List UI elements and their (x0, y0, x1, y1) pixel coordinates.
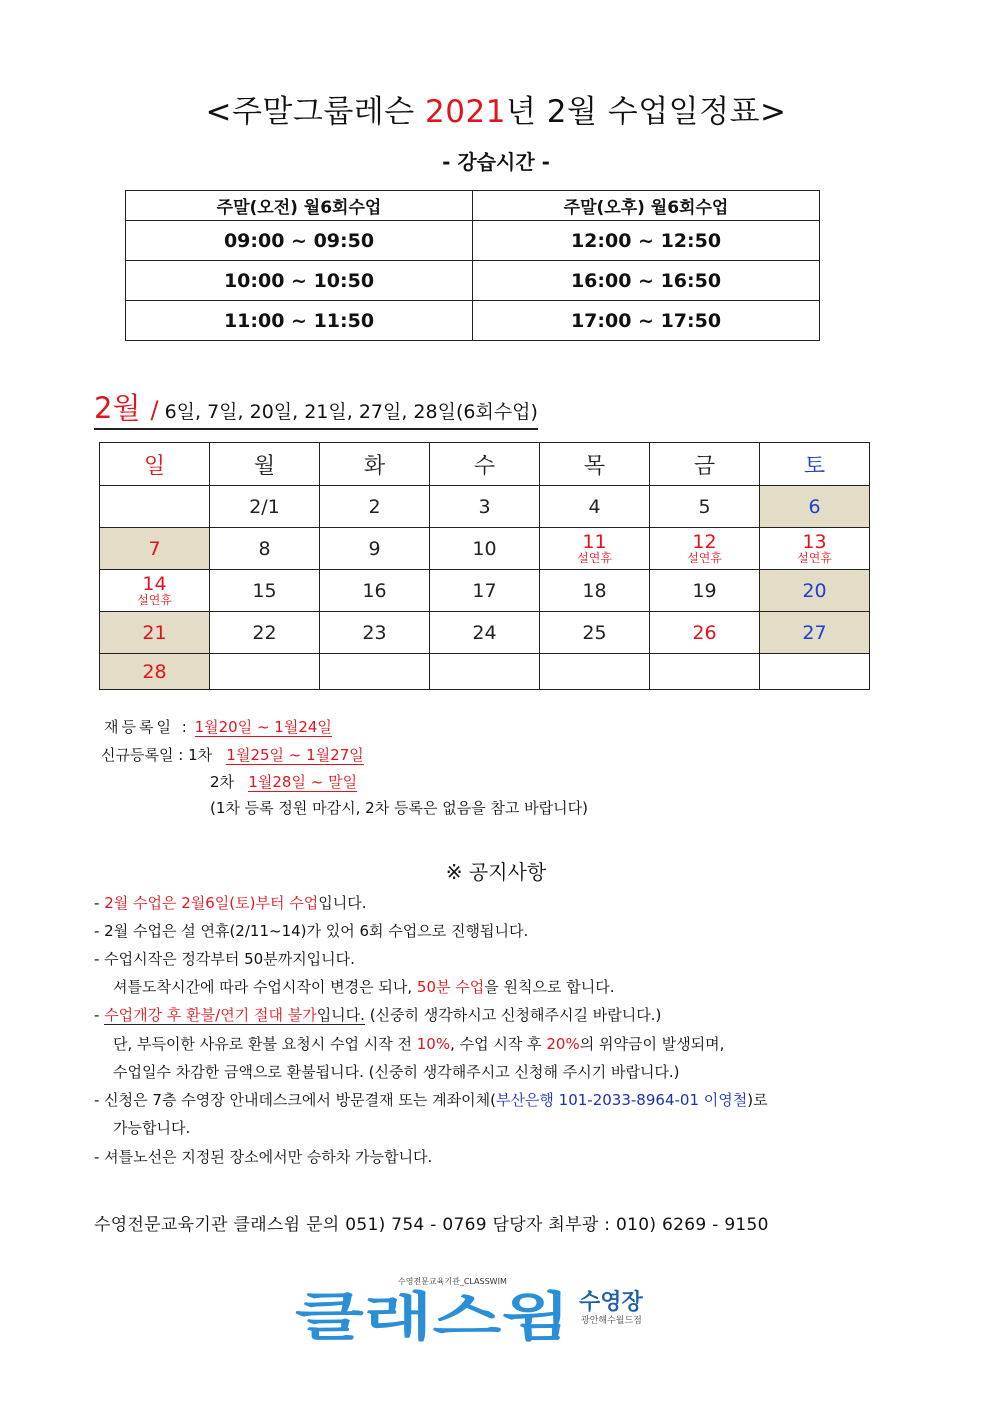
calendar-day-cell (210, 528, 320, 570)
calendar-day-cell (210, 612, 320, 654)
day-number: 8 (258, 537, 271, 560)
calendar-day-cell (650, 654, 760, 690)
day-number: 10 (472, 537, 497, 560)
calendar-week-row (100, 612, 870, 654)
calendar-day-cell (100, 486, 210, 528)
new-registration-line (101, 744, 364, 765)
logo-sub-text: 광안해수월드점 (581, 1316, 642, 1326)
calendar-day-cell (320, 612, 430, 654)
logo-side-text: 수영장 (579, 1290, 643, 1315)
day-number: 15 (252, 579, 277, 602)
day-number: 3 (478, 495, 491, 518)
notice-50min: 50분 수업 (416, 978, 485, 996)
calendar (99, 442, 870, 690)
notice-text: 단, 부득이한 사유로 환불 요청시 수업 시작 전 (113, 1035, 417, 1053)
calendar-day-cell (210, 570, 320, 612)
notice-text: 입니다. (318, 894, 367, 912)
calendar-day-cell (430, 486, 540, 528)
re-registration-line (104, 716, 332, 737)
bank-account: 부산은행 101-2033-8964-01 이영철 (495, 1091, 748, 1109)
notice-title: ※ 공지사항 (445, 860, 547, 884)
calendar-day-cell (540, 612, 650, 654)
re-registration-dates: 1월20일 ~ 1월24일 (194, 718, 332, 736)
day-number: 18 (582, 579, 607, 602)
calendar-day-cell (320, 570, 430, 612)
notice-dash: - (94, 1006, 105, 1024)
day-number: 2 (368, 495, 381, 518)
notice-line-7: 수업일수 차감한 금액으로 환불됩니다. (신중히 생각해주시고 신청해 주시기 바랍니다.) (113, 1063, 680, 1081)
calendar-day-cell (320, 486, 430, 528)
calendar-day-cell (540, 528, 650, 570)
calendar-weekday-row (100, 443, 870, 486)
calendar-day-cell (540, 486, 650, 528)
time-cell: 17:00 ~ 17:50 (473, 301, 820, 341)
notice-start-date: 2월 수업은 2월6일(토)부터 수업 (104, 894, 319, 912)
weekday-wed: 수 (430, 443, 540, 486)
day-number: 7 (148, 537, 161, 560)
am-header: 주말(오전) 월6회수업 (126, 191, 473, 221)
weekday-sat: 토 (760, 443, 870, 486)
first-round-dates: 1월25일 ~ 1월27일 (226, 746, 364, 764)
weekday-thu: 목 (540, 443, 650, 486)
calendar-day-cell (650, 486, 760, 528)
calendar-day-cell (210, 654, 320, 690)
time-cell: 10:00 ~ 10:50 (126, 261, 473, 301)
holiday-label: 설연휴 (577, 551, 612, 565)
first-round-label: 1차 (188, 746, 213, 764)
weekday-fri: 금 (650, 443, 760, 486)
time-cell: 11:00 ~ 11:50 (126, 301, 473, 341)
day-number: 22 (252, 621, 277, 644)
calendar-week-row (100, 486, 870, 528)
day-number: 25 (582, 621, 607, 644)
holiday-label: 설연휴 (687, 551, 722, 565)
penalty-before: 10% (416, 1035, 451, 1053)
day-number: 28 (142, 660, 167, 683)
day-number: 6 (808, 495, 821, 518)
day-number: 13 (802, 531, 827, 553)
contact-footer: 수영전문교육기관 클래스윔 문의 051) 754 - 0769 담당자 최부광 : 010) 6269 - 9150 (94, 1215, 769, 1235)
penalty-after: 20% (546, 1035, 580, 1053)
calendar-day-cell (100, 528, 210, 570)
calendar-day-cell (430, 528, 540, 570)
registration-note: (1차 등록 정원 마감시, 2차 등록은 없음을 참고 바랍니다) (210, 799, 588, 817)
weekday-sun: 일 (100, 443, 210, 486)
second-round-line (210, 771, 357, 792)
day-number: 9 (368, 537, 381, 560)
weekday-tue: 화 (320, 443, 430, 486)
calendar-day-cell (540, 570, 650, 612)
calendar-day-cell (100, 570, 210, 612)
pm-header: 주말(오후) 월6회수업 (473, 191, 820, 221)
notice-text: 입니다. (316, 1006, 365, 1024)
calendar-day-cell (760, 486, 870, 528)
calendar-day-cell (760, 654, 870, 690)
notice-line-3: - 수업시작은 정각부터 50분까지입니다. (94, 950, 355, 968)
calendar-day-cell (430, 654, 540, 690)
lesson-dates: 6일, 7일, 20일, 21일, 27일, 28일(6회수업) (164, 401, 538, 423)
subtitle: - 강습시간 - (442, 150, 550, 174)
notice-line-8 (94, 1089, 768, 1110)
day-number: 16 (362, 579, 387, 602)
day-number: 23 (362, 621, 387, 644)
notice-text: 셔틀도착시간에 따라 수업시작이 변경은 되나, (113, 978, 417, 996)
re-registration-label: 재등록일 : (104, 718, 190, 736)
notice-line-9: 가능합니다. (113, 1119, 191, 1137)
month-label: 2월 (94, 391, 141, 425)
notice-line-5 (94, 1004, 661, 1025)
month-slash: / (150, 396, 159, 424)
calendar-week-row (100, 570, 870, 612)
table-row (126, 261, 820, 301)
logo-small-text: 수영전문교육기관_CLASSWIM (398, 1277, 507, 1286)
calendar-day-cell (650, 612, 760, 654)
calendar-day-cell (320, 528, 430, 570)
weekday-mon: 월 (210, 443, 320, 486)
calendar-day-cell (100, 612, 210, 654)
calendar-day-cell (760, 528, 870, 570)
day-number: 21 (142, 621, 167, 644)
notice-text: 의 위약금이 발생되며, (579, 1035, 725, 1053)
calendar-day-cell (650, 570, 760, 612)
title-post: 년 2월 수업일정표> (505, 94, 787, 130)
day-number: 24 (472, 621, 497, 644)
notice-line-6 (113, 1033, 724, 1054)
time-cell: 16:00 ~ 16:50 (473, 261, 820, 301)
logo-main-text: 클래스윔 (295, 1288, 570, 1348)
table-row (126, 301, 820, 341)
title-year: 2021 (425, 94, 506, 130)
page-title (0, 86, 992, 131)
day-number: 17 (472, 579, 497, 602)
calendar-day-cell (320, 654, 430, 690)
title-pre: <주말그룹레슨 (205, 94, 426, 130)
day-number: 14 (142, 573, 167, 595)
notice-text: 을 원칙으로 합니다. (484, 978, 615, 996)
calendar-week-row (100, 654, 870, 690)
day-number: 19 (692, 579, 717, 602)
time-cell: 09:00 ~ 09:50 (126, 221, 473, 261)
calendar-day-cell (650, 528, 760, 570)
table-header-row (126, 191, 820, 221)
table-row (126, 221, 820, 261)
second-round-label: 2차 (210, 773, 235, 791)
notice-text: , 수업 시작 후 (450, 1035, 547, 1053)
day-number: 26 (692, 621, 717, 644)
holiday-label: 설연휴 (137, 593, 172, 607)
calendar-day-cell (430, 612, 540, 654)
calendar-day-cell (100, 654, 210, 690)
day-number: 2/1 (249, 495, 280, 518)
notice-line-2: - 2월 수업은 설 연휴(2/11~14)가 있어 6회 수업으로 진행됩니다. (94, 922, 529, 940)
day-number: 12 (692, 531, 717, 553)
calendar-day-cell (760, 612, 870, 654)
day-number: 20 (802, 579, 827, 602)
holiday-label: 설연휴 (797, 551, 832, 565)
calendar-day-cell (540, 654, 650, 690)
notice-line-4 (113, 976, 614, 997)
second-round-dates: 1월28일 ~ 말일 (248, 773, 358, 791)
day-number: 27 (802, 621, 827, 644)
calendar-day-cell (430, 570, 540, 612)
day-number: 4 (588, 495, 601, 518)
calendar-day-cell (760, 570, 870, 612)
notice-no-refund: 수업개강 후 환불/연기 절대 불가 (104, 1006, 317, 1024)
time-cell: 12:00 ~ 12:50 (473, 221, 820, 261)
month-lesson-dates (94, 386, 538, 430)
notice-dash: - (94, 894, 105, 912)
calendar-week-row (100, 528, 870, 570)
day-number: 11 (582, 531, 607, 553)
notice-line-1 (94, 892, 366, 913)
notice-text: - 신청은 7층 수영장 안내데스크에서 방문결재 또는 계좌이체( (94, 1091, 496, 1109)
lesson-time-table (125, 190, 820, 341)
notice-text: )로 (747, 1091, 768, 1109)
notice-line-10: - 셔틀노선은 지정된 장소에서만 승하차 가능합니다. (94, 1148, 433, 1166)
new-registration-label: 신규등록일 : (101, 746, 184, 764)
calendar-day-cell (210, 486, 320, 528)
notice-text: (신중히 생각하시고 신청해주시길 바랍니다.) (364, 1006, 662, 1024)
day-number: 5 (698, 495, 711, 518)
classwim-logo (295, 1273, 695, 1353)
